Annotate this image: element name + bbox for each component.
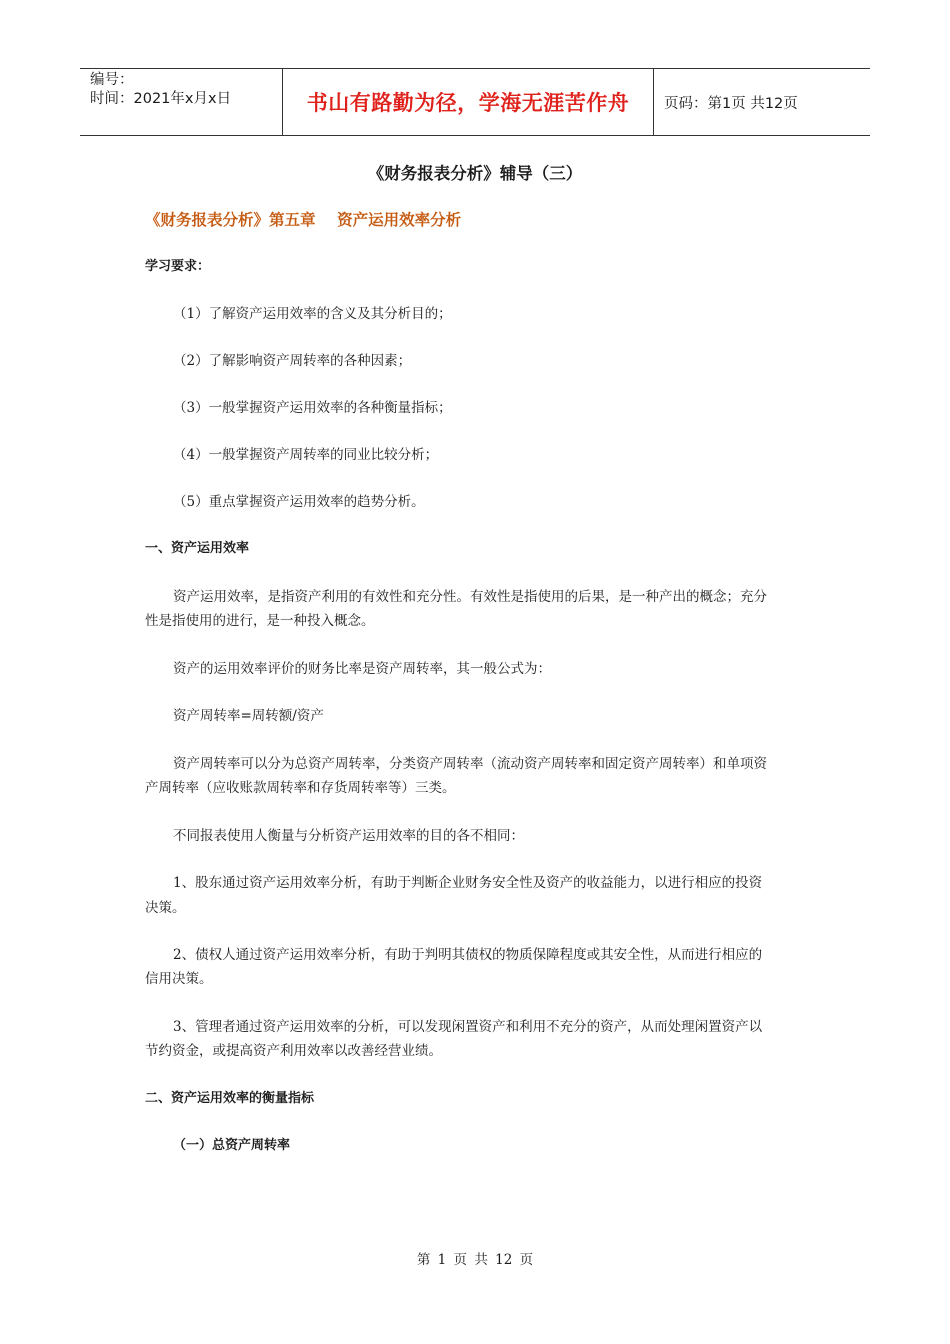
- paragraph-line: 资产运用效率，是指资产利用的有效性和充分性。有效性是指使用的后果，是一种产出的概念；充分: [173, 589, 767, 605]
- header-table: [80, 68, 870, 136]
- paragraph-line: 不同报表使用人衡量与分析资产运用效率的目的各不相同：: [173, 828, 524, 844]
- requirement-item: （1）了解资产运用效率的含义及其分析目的；: [173, 306, 452, 322]
- paragraph-line: 节约资金，或提高资产利用效率以改善经营业绩。: [145, 1043, 442, 1059]
- formula-line: 资产周转率=周转额/资产: [173, 708, 324, 724]
- paragraph-line: 1、股东通过资产运用效率分析，有助于判断企业财务安全性及资产的收益能力，以进行相应的投资: [173, 875, 763, 891]
- page-info: 页码：第1页 共12页: [664, 95, 798, 112]
- requirement-item: （3）一般掌握资产运用效率的各种衡量指标；: [173, 400, 452, 416]
- motto: 书山有路勤为径，学海无涯苦作舟: [282, 69, 654, 135]
- document-title: 《财务报表分析》辅导（三）: [367, 164, 583, 183]
- requirement-item: （4）一般掌握资产周转率的同业比较分析；: [173, 447, 439, 463]
- subsection1-heading: （一）总资产周转率: [173, 1138, 291, 1153]
- paragraph-line: 资产周转率可以分为总资产周转率，分类资产周转率（流动资产周转率和固定资产周转率）和单项资: [173, 756, 767, 772]
- requirement-item: （2）了解影响资产周转率的各种因素；: [173, 353, 412, 369]
- section2-heading: 二、资产运用效率的衡量指标: [145, 1091, 315, 1106]
- page-footer: 第 1 页 共 12 页: [416, 1252, 534, 1268]
- number-label: 编号：: [90, 72, 134, 88]
- header-left-cell: [80, 69, 282, 135]
- requirement-item: （5）重点掌握资产运用效率的趋势分析。: [173, 494, 425, 510]
- time-label: 时间：2021年x月x日: [90, 91, 232, 107]
- paragraph-line: 产周转率（应收账款周转率和存货周转率等）三类。: [145, 780, 456, 796]
- requirements-heading: 学习要求：: [145, 259, 211, 274]
- paragraph-line: 资产的运用效率评价的财务比率是资产周转率，其一般公式为：: [173, 661, 551, 677]
- paragraph-line: 信用决策。: [145, 971, 213, 987]
- paragraph-line: 性是指使用的进行，是一种投入概念。: [145, 613, 375, 629]
- chapter-heading: 《财务报表分析》第五章 资产运用效率分析: [145, 210, 462, 229]
- section1-heading: 一、资产运用效率: [145, 541, 250, 556]
- paragraph-line: 决策。: [145, 900, 186, 916]
- paragraph-line: 2、债权人通过资产运用效率分析，有助于判明其债权的物质保障程度或其安全性，从而进行相应的: [173, 947, 763, 963]
- paragraph-line: 3、管理者通过资产运用效率的分析，可以发现闲置资产和利用不充分的资产，从而处理闲置资产以: [173, 1019, 763, 1035]
